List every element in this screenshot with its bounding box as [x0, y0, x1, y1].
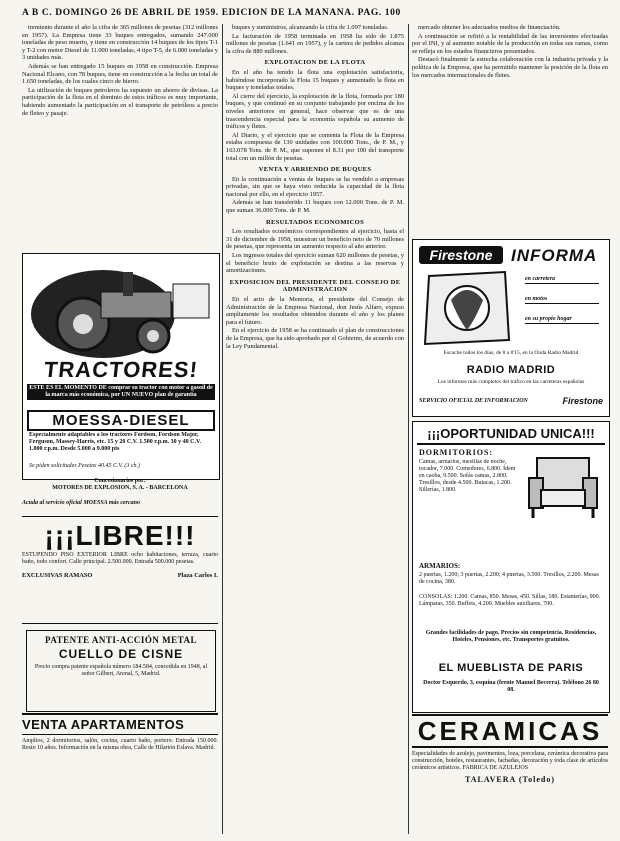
tractor-dealer-label: Concesionarios por: [94, 478, 146, 484]
libre-ad-address: Plaza Carlos I. [177, 572, 218, 579]
article-paragraph: En el ejercicio de 1958 se ha continuado el plan de construcciones de la Empresa, que ha sido aprobado por el Gobierno, de acuerdo con la Ley Fundamental. [226, 327, 404, 350]
firestone-station: RADIO MADRID [466, 364, 556, 376]
firestone-headline: INFORMA [511, 246, 598, 265]
section-heading: RESULTADOS ECONOMICOS [265, 218, 365, 226]
section-heading: EXPLOTACION DE LA FLOTA [264, 59, 366, 67]
tractor-ad-note: Se piden solicitudes Pesetas 40.45 C.V. (3 ch.) [29, 463, 141, 469]
firestone-service: SERVICIO OFICIAL DE INFORMACION [419, 397, 528, 404]
divider [22, 623, 218, 624]
ceramicas-title: CERAMICAS [412, 714, 608, 748]
firestone-side-3: en su propio hogar [525, 316, 599, 324]
libre-ad [22, 520, 218, 606]
metal-patent-ad [26, 630, 216, 712]
article-paragraph: En la continuación a ventas de buques se ha vendido a empresas privadas, sin que se haya visto reducida la capacidad de la flota nacional por ello, en el ejercicio 1957. [226, 175, 404, 198]
tractor-dealer-name: MOTORES DE EXPLOSION, S. A. - BARCELONA [52, 485, 188, 491]
venta-ad-body: Amplios, 2 dormitorios, salón, cocina, cuarto baño, portero. Entrada 150.000. Resto 10 años. Información en la misma obra, Calle de Hilarión Eslava. Madrid. [22, 738, 218, 751]
tractor-illustration [23, 254, 217, 364]
article-paragraph: tremiento durante el año la cifra de 365 millones de pesetas (312 millones en 1957). La Empresa tiene 33 buques entregados, sumando 247.000 toneladas de peso muerto, y tiene en construcción 14 buques de los tipos T-1 y T-2 con motor Diesel de 11.000 toneladas, 4 tipo T-5, de 6.000 toneladas y 3 unidades más. [22, 24, 218, 62]
metal-ad-title: PATENTE ANTI-ACCIÓN METAL [44, 635, 197, 645]
column-3 [412, 24, 608, 224]
section-heading: EXPOSICION DEL PRESIDENTE DEL CONSEJO DE ADMINISTRACION [229, 278, 401, 294]
article-paragraph: La utilización de buques petroleros ha supuesto un ahorro de divisas. La participación de la flota en el dominio de estos tráficos es muy importante, habiendo aumentado la participación en el transporte de petróleos a precio de fleteo y pasaje. [22, 86, 218, 117]
column-1 [22, 24, 218, 118]
firestone-caption: Escuche todos los días, de 8 a 8'15, en la Onda Radio Madrid [443, 350, 579, 356]
article-paragraph: Los resultados económicos correspondientes al ejercicio, hasta el 31 de diciembre de 1958, muestran un beneficio neto de 70 millones de pesetas, que representa un aumento respecto al año anterior. [226, 228, 404, 251]
radio-illustration [419, 270, 515, 346]
article-paragraph: Al cierre del ejercicio, la explotación de la flota, formada por 180 buques, y que continuó en su conjunto trabajando por encima de los niveles anteriores en general, hace observar que es de una trascendencia especial para la economía española su aumento de tráficos y fletes. [226, 92, 404, 131]
tractor-ad-brand: MOESSA-DIESEL [27, 410, 215, 431]
oportunidad-body-1: Camas, armarios, mesillas de noche, tocador, 7.000. Comedores, 6.800. Ídem en caoba, 9.500. Sofás camas, 2.800. Tresillos, desde 4.500. Butacas, 1.200. Sillerías, 1.800. [419, 459, 516, 493]
page-header: A B C. DOMINGO 26 DE ABRIL DE 1959. EDICION DE LA MAÑANA. PAG. 100 [22, 8, 401, 18]
column-separator [408, 24, 409, 834]
firestone-side-1: en carretera [525, 276, 599, 284]
libre-ad-agency: EXCLUSIVAS RAMASO [22, 572, 93, 579]
firestone-logo: Firestone [419, 246, 503, 264]
article-paragraph: Además se han entregado 15 buques en 1958 en construcción. Empresa Nacional Elcano, con 78 buques, tiene en construcción a la fecha un total de 1.650 toneladas, de los cuales cinco de hierro. [22, 62, 218, 86]
article-paragraph: mercado obtener los adecuados medios de financiación. [418, 24, 561, 31]
oportunidad-ad [412, 421, 610, 713]
article-paragraph: La facturación de 1958 terminada en 1958 ha sido de 1.875 millones de pesetas (1.641 en 1957), y la cartera de pedidos alcanza la cifra de 880 millones. [226, 32, 404, 55]
oportunidad-footer-title: EL MUEBLISTA DE PARIS [438, 662, 584, 674]
article-paragraph: Además se han transferido 11 buques con 12.000 Tons. de P. M. que suman 36.000 Tons. de P. M. [226, 199, 404, 215]
article-paragraph: En el año ha tenido la flota una explotación satisfactoria, habiéndose incorporado la Flota 15 buques y aumentado la flota en buques y toneladas totales. [226, 68, 404, 92]
oportunidad-title: ¡¡¡OPORTUNIDAD UNICA!!! [417, 426, 605, 445]
firestone-station-note: Los informes más completos del tráfico en las carreteras españolas [437, 379, 585, 385]
oportunidad-body-4: Grandes facilidades de pago. Precios sin competencia. Residencias, Hoteles, Pensiones, etc. Transportes gratuitos. [425, 630, 597, 643]
firestone-logo-small: Firestone [562, 396, 603, 406]
column-separator [222, 24, 223, 834]
tractor-ad-body: Especialmente adaptables a los tractores Fordson, Fordson Major, Ferguson, Massey-Harris, etc. 15 y 20 C.V. 1.500 r.p.m. 30 y 40 C.V. 1.800 r.p.m. Desde 5.000 a 9.000 pts [29, 432, 202, 452]
tractor-ad [22, 253, 220, 480]
libre-ad-footer [22, 572, 218, 579]
metal-ad-body: Precio compra patente española número 184.584, concedida en 1948, al señor Gilbert, Arenal, 5, Madrid. [34, 664, 208, 677]
oportunidad-body-2: 2 puertas, 1.200; 3 puertas, 2.200; 4 puertas, 3.500. Tresillos, 2.200. Mesas de cocina, 380. [419, 572, 599, 585]
armchair-illustration [523, 452, 603, 522]
libre-ad-body: ESTUPENDO PISO EXTERIOR LIBRE ocho habitaciones, terraza, cuarto baño, todo confort. Calle principal. 2.500.000. Entrada 500.000 pesetas. [22, 552, 218, 565]
oportunidad-section-2: ARMARIOS: [419, 562, 461, 570]
article-paragraph: A continuación se refirió a la rentabilidad de las inversiones efectuadas por el INI, y al aumento notable de la producción en todas sus ramas, como se refleja en los estados financieros presentados. [412, 32, 608, 55]
divider [22, 516, 218, 517]
tractor-ad-title: TRACTORES! [42, 357, 200, 382]
article-paragraph: buques y suministros, alcanzando la cifra de 1.097 toneladas. [232, 24, 389, 31]
article-paragraph: En el acto de la Memoria, el presidente del Consejo de Administración de la Empresa Nacional, don Jesús Alfaro, expuso ampliamente los resultados obtenidos durante el año y los planes para el futuro. [226, 296, 404, 326]
tractor-dealer-block [22, 478, 218, 492]
tractor-service-line: Acuda al servicio oficial MOESSA más cercano [22, 500, 141, 506]
venta-ad-title: VENTA APARTAMENTOS [22, 713, 218, 735]
firestone-ad [412, 239, 610, 417]
oportunidad-body-3: CONSOLAS: 1.200. Camas, 850. Mesas, 450. Sillas, 180. Estanterías, 900. Lámparas, 350. Buffets, 4.200. Muebles auxiliares, 700. [419, 594, 601, 607]
tractor-ad-tagline: ESTE ES EL MOMENTO DE comprar su tractor con motor a gasoil de la marca más económica, por UN NUEVO plan de garantía [27, 384, 215, 400]
article-paragraph: Destacó finalmente la estrecha colaboración con la industria privada y la política de la Empresa, que ha permitido mantener la posición de la flota en los mercados internacionales de fletes. [412, 56, 608, 79]
metal-ad-subtitle: CUELLO DE CISNE [58, 647, 184, 661]
oportunidad-section-1: DORMITORIOS: [419, 448, 494, 457]
venta-apartamentos-ad [22, 713, 218, 831]
column-2 [226, 24, 404, 834]
ceramicas-footer: TALAVERA (Toledo) [465, 775, 555, 784]
libre-ad-title: ¡¡¡LIBRE!!! [44, 520, 196, 551]
ceramicas-ad [412, 714, 608, 832]
firestone-service-row [419, 396, 603, 406]
section-heading: VENTA Y ARRIENDO DE BUQUES [258, 166, 372, 174]
article-paragraph: Los ingresos totales del ejercicio suman 620 millones de pesetas, y el beneficio bruto de explotación se destina a las reservas y amortizaciones. [226, 252, 404, 275]
oportunidad-footer-body: Doctor Esquerdo, 3, esquina (frente Manuel Becerra). Teléfono 26 80 08. [423, 680, 599, 693]
firestone-side-2: en motos [525, 296, 599, 304]
ceramicas-body: Especialidades de azulejo, pavimentos, loza, porcelana, cerámica decorativa para construcción, hoteles, restaurantes, fachadas, decoración y toda clase de artículos cerámicos artísticos. FABRICA DE AZULEJOS [412, 751, 608, 771]
article-paragraph: Al Diario, y el ejercicio que se comenta la Flota de la Empresa estaba compuesta de 130 unidades con 100.000 Tons., de P. M., y 163.078 Tons. de P. M., que suponen el 8.31 por 100 del transporte total con un millón de pesetas. [226, 131, 404, 162]
